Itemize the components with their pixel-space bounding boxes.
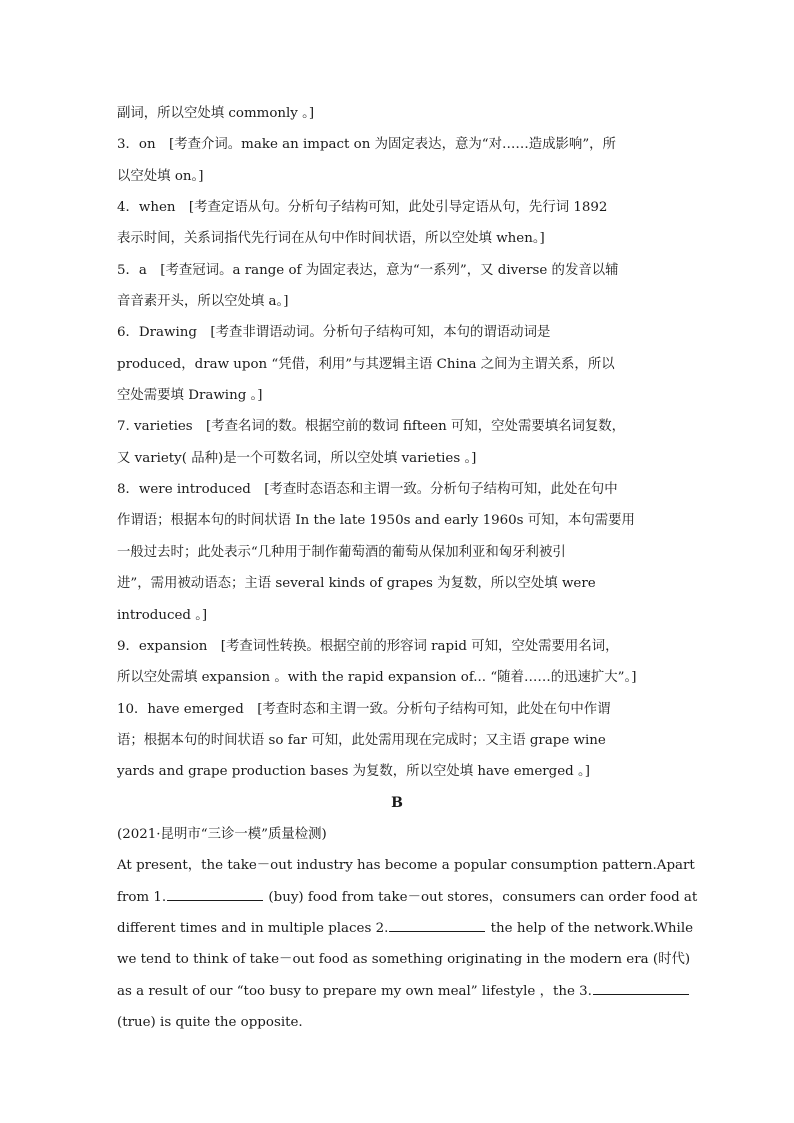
passage-line: At present，the take－out industry has become a popular consumption pattern.Apart [117, 858, 695, 874]
text-line: 又 variety( 品种)是一个可数名词，所以空处填 varieties 。] [117, 450, 477, 466]
blank-2[interactable] [389, 918, 485, 932]
text-line: 3．on [考查介词。make an impact on 为固定表达，意为“对……造成影响”，所 [117, 137, 616, 153]
passage-text: from 1. [117, 889, 167, 905]
text-line: 8．were introduced [考查时态语态和主谓一致。分析句子结构可知，此处在句中 [117, 482, 618, 498]
passage-line [117, 913, 694, 944]
text-line: yards and grape production bases 为复数，所以空处填 have emerged 。] [117, 764, 590, 780]
source-line: (2021·昆明市“三诊一模”质量检测) [117, 826, 327, 842]
passage-line [117, 882, 698, 913]
passage-text: different times and in multiple places 2. [117, 920, 389, 936]
text-line: 10．have emerged [考查时态和主谓一致。分析句子结构可知，此处在句中作谓 [117, 701, 611, 717]
text-line: 副词，所以空处填 commonly 。] [117, 106, 315, 121]
text-line: 作谓语；根据本句的时间状语 In the late 1950s and early 1960s 可知，本句需要用 [117, 513, 635, 529]
blank-1[interactable] [167, 887, 263, 901]
passage-line: (true) is quite the opposite. [117, 1014, 303, 1030]
text-line: 以空处填 on。] [117, 168, 204, 184]
passage-line [117, 976, 677, 1007]
blank-3[interactable] [593, 981, 689, 995]
text-line: 进”，需用被动语态；主语 several kinds of grapes 为复数，所以空处填 were [117, 576, 596, 592]
text-line: produced，draw upon “凭借，利用”与其逻辑主语 China 之间为主谓关系，所以 [117, 356, 615, 372]
passage-line: we tend to think of take－out food as something originating in the modern era (时代) [117, 952, 691, 968]
passage-text: as a result of our “too busy to prepare my own meal” lifestyle ，the 3. [117, 983, 592, 999]
text-line: 空处需要填 Drawing 。] [117, 388, 263, 404]
text-line: 一般过去时；此处表示“几种用于制作葡萄酒的葡萄从保加利亚和匈牙利被引 [117, 544, 566, 560]
text-line: 9．expansion [考查词性转换。根据空前的形容词 rapid 可知，空处需要用名词， [117, 638, 619, 654]
text-line: 语；根据本句的时间状语 so far 可知，此处需用现在完成时；又主语 grape wine [117, 732, 606, 748]
text-line: 6．Drawing [考查非谓语动词。分析句子结构可知，本句的谓语动词是 [117, 325, 551, 341]
text-line: 5．a [考查冠词。a range of 为固定表达，意为“一系列”，又 diverse 的发音以辅 [117, 262, 619, 278]
text-line: introduced 。] [117, 607, 208, 623]
text-line: 7. varieties [考查名词的数。根据空前的数词 fifteen 可知，空处需要填名词复数， [117, 419, 626, 435]
text-line: 表示时间，关系词指代先行词在从句中作时间状语，所以空处填 when。] [117, 231, 545, 247]
passage-text: the help of the network.While [490, 920, 694, 936]
answer-explanations [117, 98, 698, 1038]
passage-text: (buy) food from take－out stores，consumers can order food at [268, 889, 698, 905]
section-heading: B [391, 794, 403, 811]
text-line: 所以空处需填 expansion 。with the rapid expansion of... “随着……的迅速扩大”。] [117, 670, 637, 686]
text-line: 4．when [考查定语从句。分析句子结构可知，此处引导定语从句，先行词 1892 [117, 200, 608, 216]
text-line: 音音素开头，所以空处填 a。] [117, 294, 289, 310]
